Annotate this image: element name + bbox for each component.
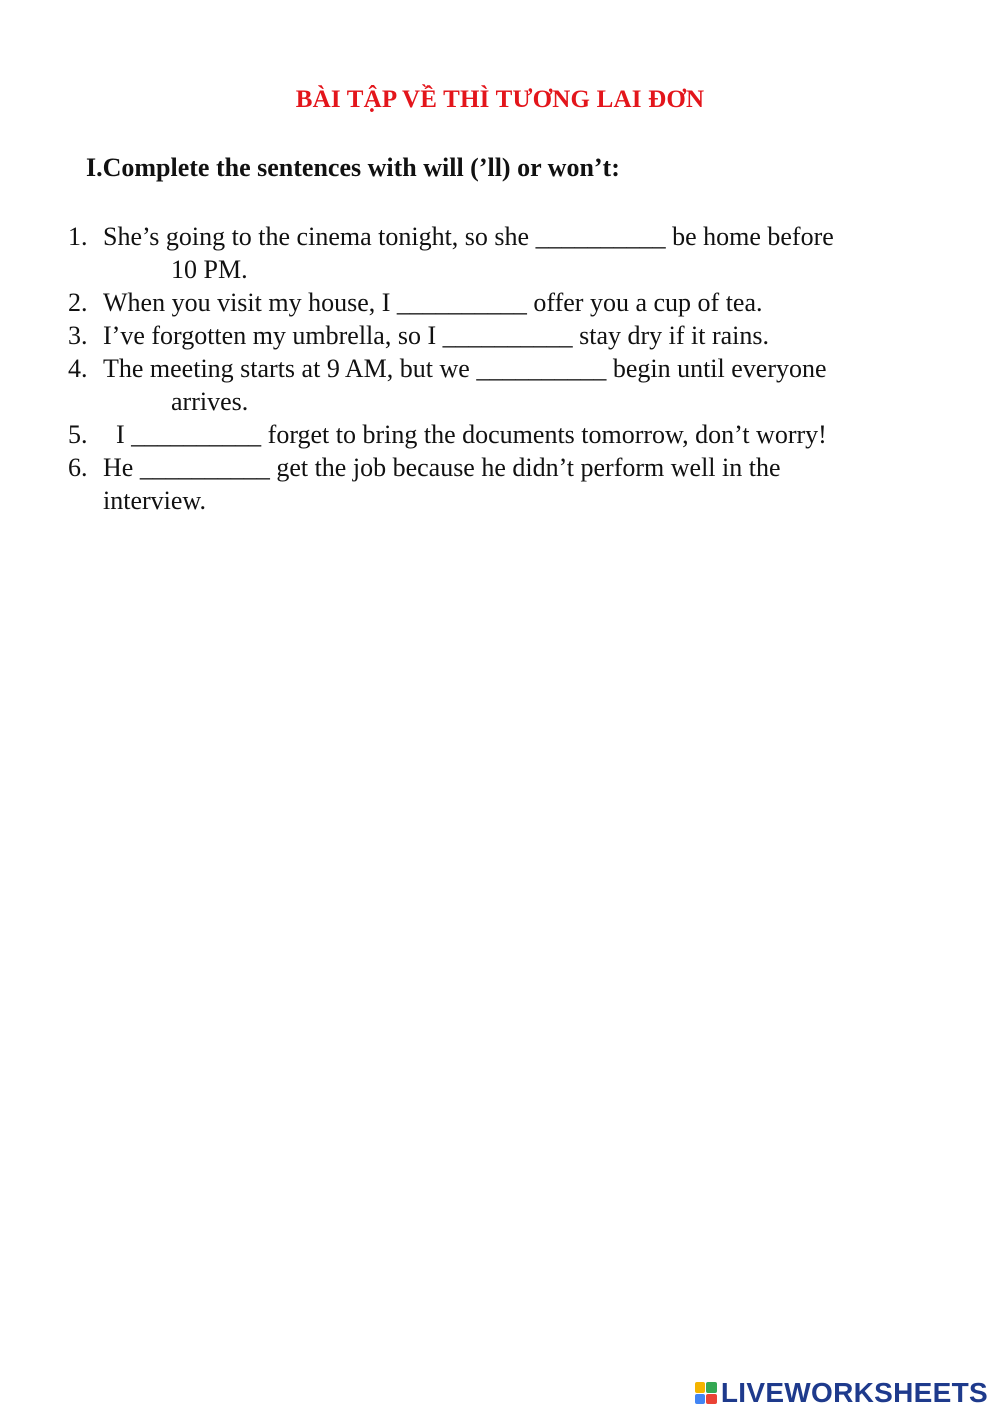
question-4 (0, 352, 923, 418)
question-2 (0, 286, 923, 319)
liveworksheets-logo-icon (695, 1382, 717, 1404)
question-text: He __________ get the job because he didn’t perform well in the (103, 453, 781, 482)
question-number: 6. (68, 453, 88, 482)
question-list (0, 220, 1000, 517)
question-text: When you visit my house, I __________ offer you a cup of tea. (103, 288, 763, 317)
question-5 (0, 418, 923, 451)
question-text: I __________ forget to bring the documents tomorrow, don’t worry! (103, 420, 827, 449)
question-1 (0, 220, 923, 286)
question-number: 1. (68, 222, 88, 251)
question-text-continuation: arrives. (171, 387, 249, 416)
question-text-continuation: 10 PM. (171, 255, 248, 284)
logo-tile (695, 1394, 706, 1405)
question-text: I’ve forgotten my umbrella, so I __________ stay dry if it rains. (103, 321, 770, 350)
question-6 (0, 451, 923, 517)
question-3 (0, 319, 923, 352)
worksheet-title: BÀI TẬP VỀ THÌ TƯƠNG LAI ĐƠN (295, 86, 705, 113)
logo-tile (695, 1382, 706, 1393)
question-text: The meeting starts at 9 AM, but we __________ begin until everyone (103, 354, 827, 383)
question-text-continuation: interview. (103, 486, 206, 515)
question-text: She’s going to the cinema tonight, so she __________ be home before (103, 222, 834, 251)
question-number: 2. (68, 288, 88, 317)
section-heading: I.Complete the sentences with will (’ll) or won’t: (86, 153, 620, 182)
question-number: 4. (68, 354, 88, 383)
logo-tile (706, 1394, 717, 1405)
liveworksheets-footer (695, 1377, 988, 1409)
question-number: 5. (68, 420, 88, 449)
logo-tile (706, 1382, 717, 1393)
brand-name: LIVEWORKSHEETS (720, 1377, 988, 1408)
question-number: 3. (68, 321, 88, 350)
